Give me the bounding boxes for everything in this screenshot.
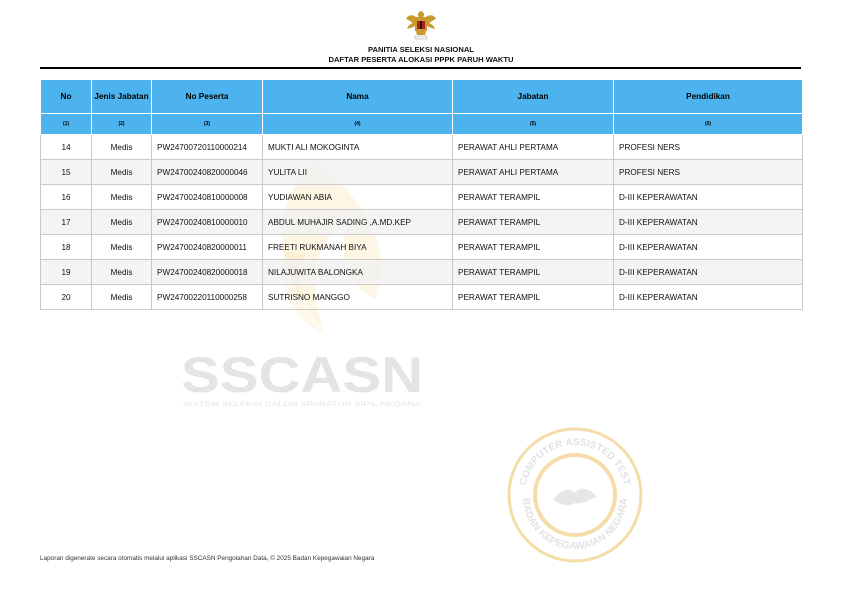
svg-text:COMPUTER ASSISTED TEST (518, 437, 632, 487)
cell-jabatan: PERAWAT TERAMPIL (453, 260, 614, 285)
cell-jenis-jabatan: Medis (92, 285, 152, 310)
cell-no-peserta: PW24700240820000011 (152, 235, 263, 260)
header-subtitle: DAFTAR PESERTA ALOKASI PPPK PARUH WAKTU (328, 55, 514, 64)
table-row (41, 235, 803, 260)
cell-pendidikan: D-III KEPERAWATAN (614, 185, 803, 210)
cell-jenis-jabatan: Medis (92, 160, 152, 185)
col-number: (4) (263, 114, 453, 135)
cell-nama: YULITA LII (263, 160, 453, 185)
cell-no-peserta: PW24700240820000018 (152, 260, 263, 285)
cell-no: 18 (41, 235, 92, 260)
cell-no: 15 (41, 160, 92, 185)
cell-no: 17 (41, 210, 92, 235)
cell-pendidikan: PROFESI NERS (614, 160, 803, 185)
seal-top-text: COMPUTER ASSISTED TEST (518, 436, 632, 487)
col-header-pendidikan: Pendidikan (614, 80, 803, 114)
col-header-nama: Nama (263, 80, 453, 114)
col-number: (6) (614, 114, 803, 135)
sscasn-watermark (181, 350, 426, 420)
cell-jenis-jabatan: Medis (92, 135, 152, 160)
cell-jabatan: PERAWAT TERAMPIL (453, 210, 614, 235)
cell-pendidikan: D-III KEPERAWATAN (614, 260, 803, 285)
cell-nama: NILAJUWITA BALONGKA (263, 260, 453, 285)
table-row (41, 185, 803, 210)
cell-pendidikan: PROFESI NERS (614, 135, 803, 160)
garuda-emblem-icon (404, 8, 438, 42)
col-header-jabatan: Jabatan (453, 80, 614, 114)
cell-no-peserta: PW24700220110000258 (152, 285, 263, 310)
cell-no-peserta: PW24700240810000008 (152, 185, 263, 210)
cell-no-peserta: PW24700240820000046 (152, 160, 263, 185)
cell-jabatan: PERAWAT TERAMPIL (453, 185, 614, 210)
header-title: PANITIA SELEKSI NASIONAL (368, 45, 474, 54)
col-header-jenis-jabatan: Jenis Jabatan (92, 80, 152, 114)
cell-pendidikan: D-III KEPERAWATAN (614, 285, 803, 310)
cell-no-peserta: PW24700240810000010 (152, 210, 263, 235)
cell-nama: YUDIAWAN ABIA (263, 185, 453, 210)
cell-pendidikan: D-III KEPERAWATAN (614, 210, 803, 235)
cell-jabatan: PERAWAT TERAMPIL (453, 235, 614, 260)
col-number: (5) (453, 114, 614, 135)
col-number: (1) (41, 114, 92, 135)
cell-no-peserta: PW24700720110000214 (152, 135, 263, 160)
participant-table (40, 79, 803, 310)
cell-no: 19 (41, 260, 92, 285)
footer-note: Laporan digenerate secara otomatis melalui aplikasi SSCASN Pengolahan Data, © 2025 Badan Kepegawaian Negara (40, 555, 375, 562)
seal-bottom-text: BADAN KEPEGAWAIAN NEGARA (519, 497, 631, 553)
table-header-row (41, 80, 803, 114)
cell-jenis-jabatan: Medis (92, 185, 152, 210)
cell-no: 20 (41, 285, 92, 310)
cell-no: 14 (41, 135, 92, 160)
col-number: (3) (152, 114, 263, 135)
table-row (41, 260, 803, 285)
cell-jenis-jabatan: Medis (92, 235, 152, 260)
sscasn-watermark-text: SSCASN (181, 350, 423, 403)
cell-jabatan: PERAWAT AHLI PERTAMA (453, 135, 614, 160)
cat-bkn-seal-watermark (505, 425, 645, 565)
table-row (41, 160, 803, 185)
table-row (41, 285, 803, 310)
cell-nama: ABDUL MUHAJIR SADING ,A.MD.KEP (263, 210, 453, 235)
table-row (41, 210, 803, 235)
cell-jenis-jabatan: Medis (92, 260, 152, 285)
cell-nama: MUKTI ALI MOKOGINTA (263, 135, 453, 160)
cell-no: 16 (41, 185, 92, 210)
cell-pendidikan: D-III KEPERAWATAN (614, 235, 803, 260)
sscasn-watermark-tagline: SISTEM SELEKSI CALON APARATUR SIPIL NEGARA (183, 401, 422, 408)
table-row (41, 135, 803, 160)
header-divider (40, 67, 801, 69)
col-header-no: No (41, 80, 92, 114)
cell-jenis-jabatan: Medis (92, 210, 152, 235)
col-number: (2) (92, 114, 152, 135)
col-header-no-peserta: No Peserta (152, 80, 263, 114)
cell-nama: FREETI RUKMANAH BIYA (263, 235, 453, 260)
table-subheader-row (41, 114, 803, 135)
cell-jabatan: PERAWAT TERAMPIL (453, 285, 614, 310)
cell-jabatan: PERAWAT AHLI PERTAMA (453, 160, 614, 185)
cell-nama: SUTRISNO MANGGO (263, 285, 453, 310)
